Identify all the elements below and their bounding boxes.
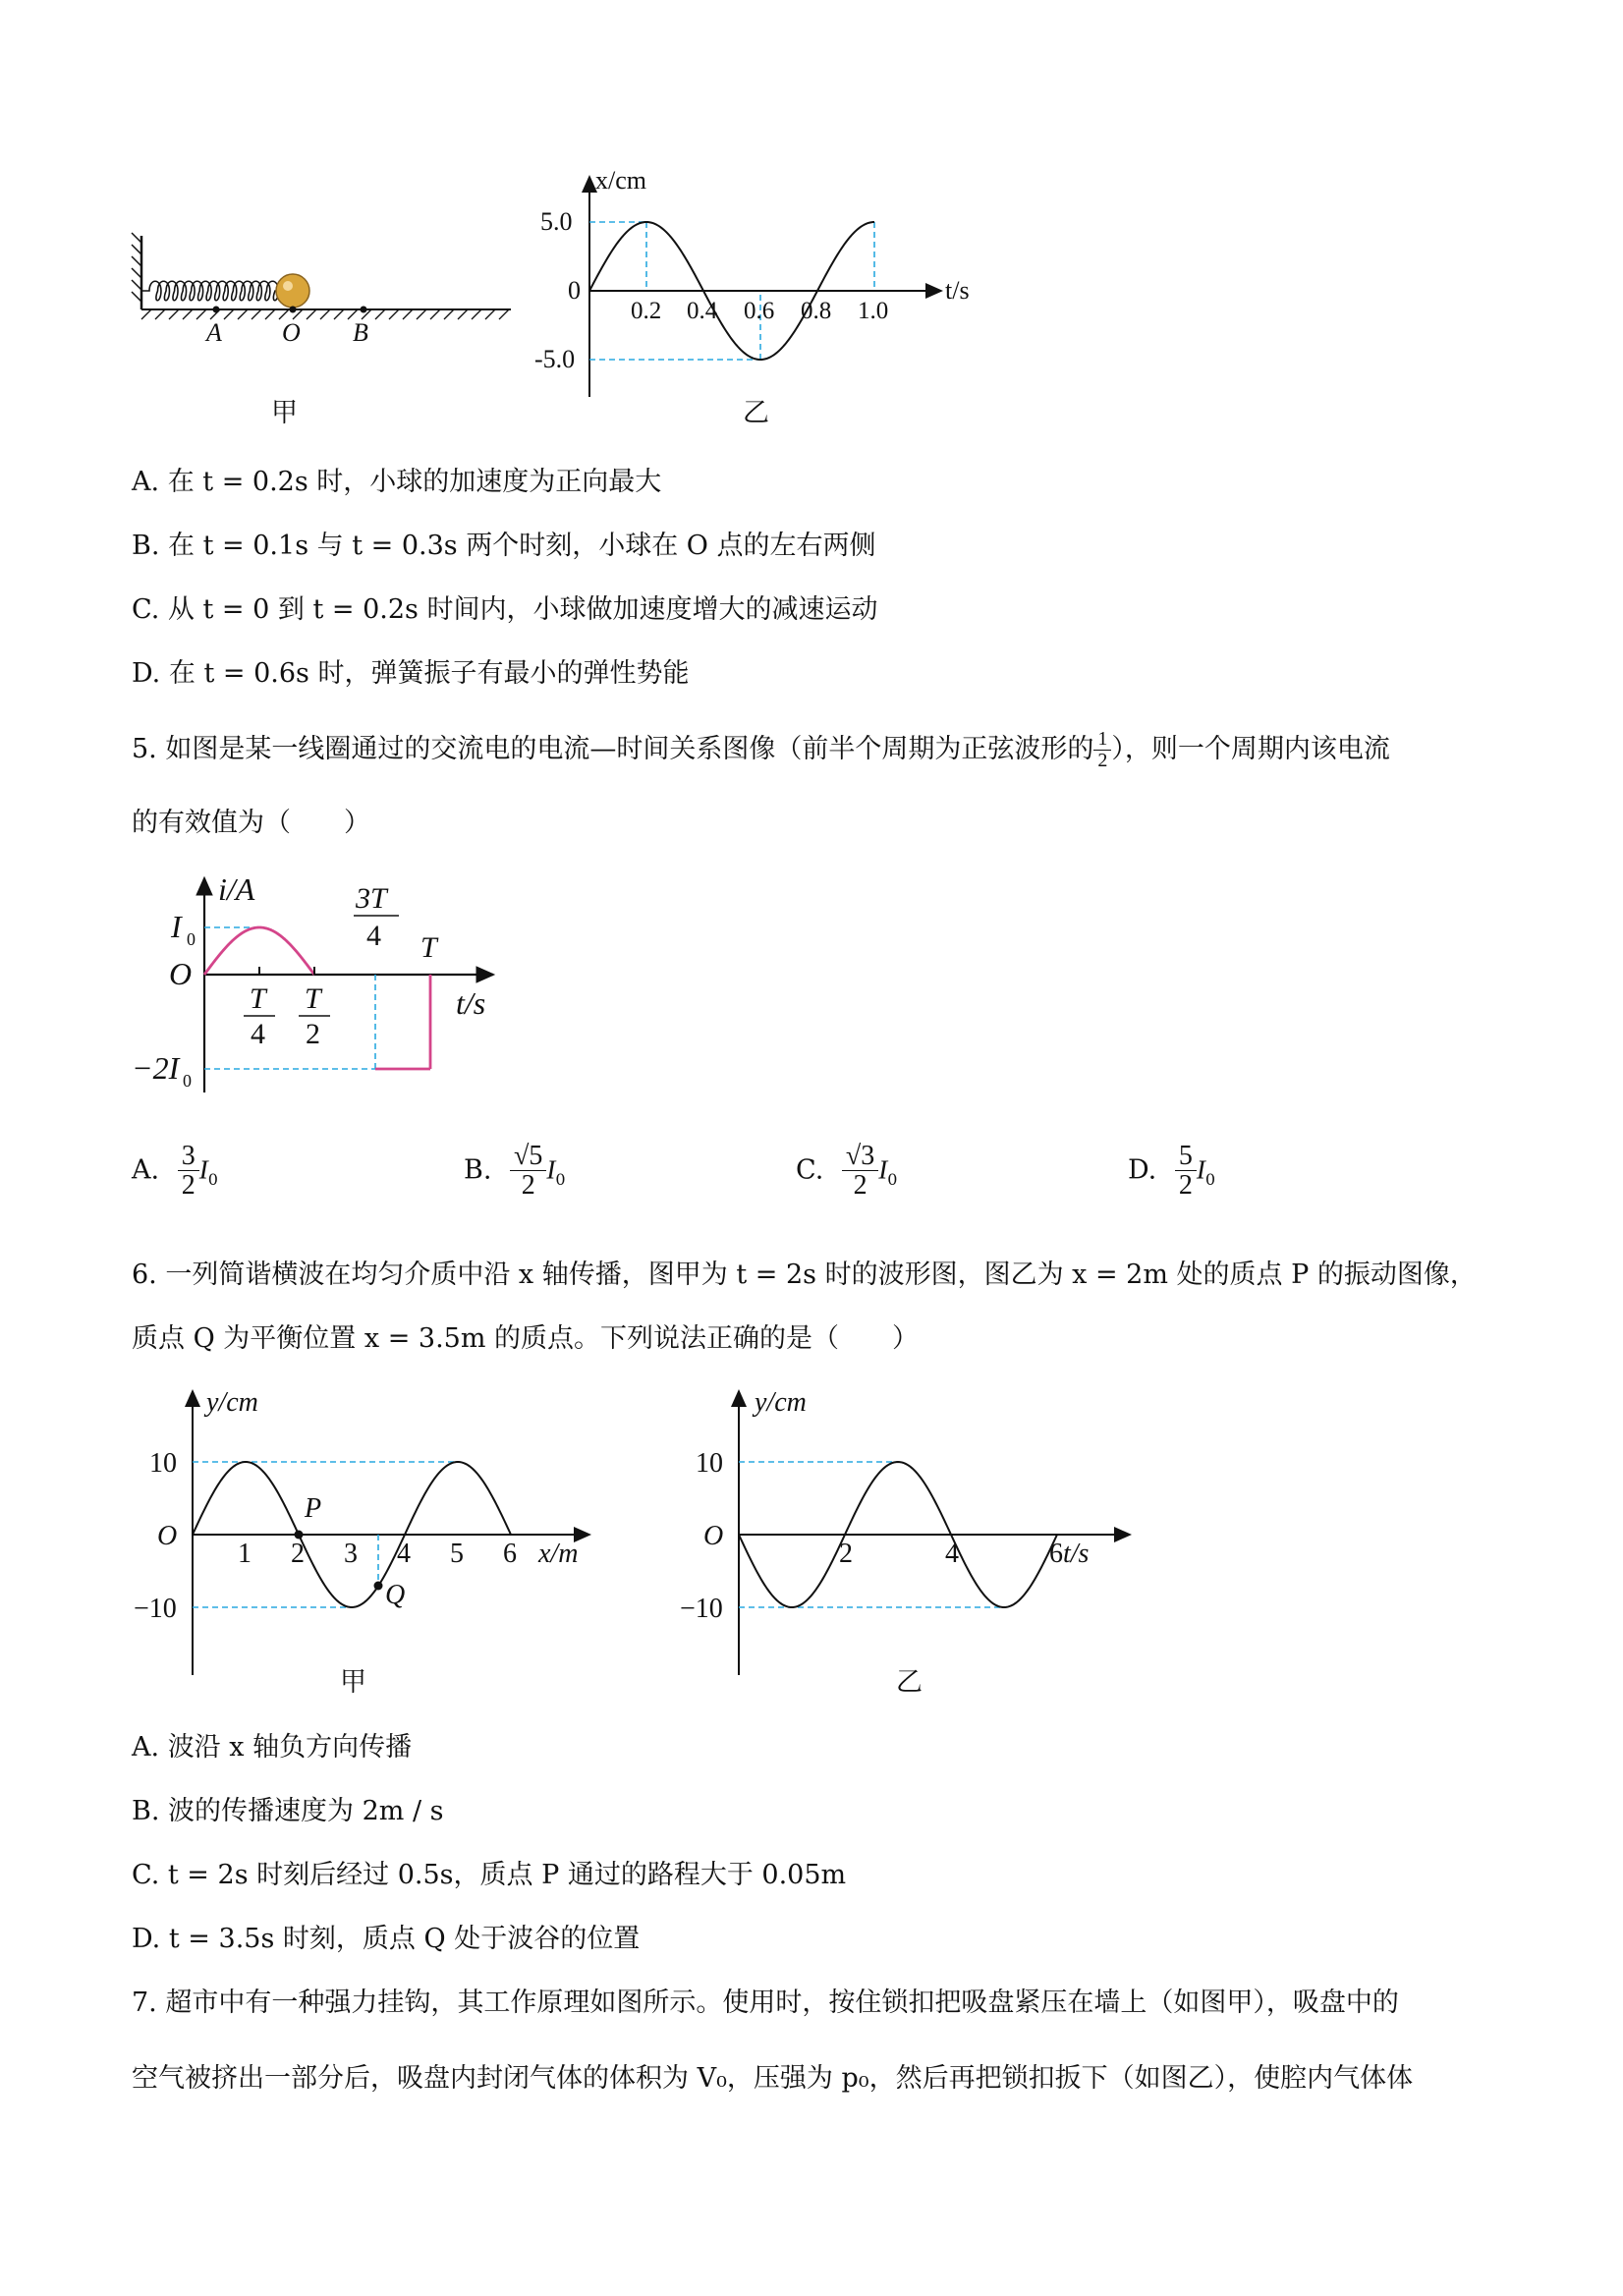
origin-label: O: [169, 956, 193, 991]
current-time-graph: [128, 865, 540, 1100]
jia-y-tick-neg10: −10: [134, 1594, 177, 1624]
point-a-label: A: [206, 318, 222, 347]
jia-origin: O: [157, 1521, 178, 1551]
jia-y-tick-10: 10: [149, 1448, 177, 1479]
yi-x-tick-6: 6: [1049, 1539, 1063, 1569]
x-tick-0.4: 0.4: [687, 298, 718, 324]
q5-option-b[interactable]: B. $\frac{√5}{2}$ $I_0$: [464, 1141, 566, 1202]
t-axis-label: t/s: [456, 985, 486, 1021]
y-tick-neg5: -5.0: [534, 345, 576, 373]
yi-y-tick-neg10: −10: [680, 1594, 723, 1624]
point-q-label: Q: [385, 1580, 406, 1610]
q5-stem-line2: 的有效值为（ ）: [132, 808, 370, 838]
yi-y-tick-10: 10: [696, 1448, 723, 1479]
q6-option-a[interactable]: A. 波沿 x 轴负方向传播: [132, 1732, 413, 1763]
x-tick-1.0: 1.0: [858, 298, 889, 324]
tick-t-quarter-den: 4: [251, 1018, 265, 1050]
q4-option-a[interactable]: A. 在 t = 0.2s 时，小球的加速度为正向最大: [132, 467, 662, 497]
x-tick-0.6: 0.6: [744, 298, 775, 324]
x-axis-label: t/s: [945, 276, 970, 305]
q4-option-c[interactable]: C. 从 t = 0 到 t = 0.2s 时间内，小球做加速度增大的减速运动: [132, 594, 878, 625]
tick-t-half-num: T: [305, 982, 321, 1015]
y-axis-label: x/cm: [595, 167, 646, 195]
jia-x-tick-1: 1: [238, 1539, 252, 1569]
yi-x-tick-2: 2: [839, 1539, 853, 1569]
y-tick-0: 0: [568, 276, 581, 305]
jia-x-tick-6: 6: [503, 1539, 517, 1569]
caption-jia-q6: 甲: [340, 1667, 366, 1698]
q7-stem-line2: 空气被挤出一部分后，吸盘内封闭气体的体积为 V₀，压强为 p₀，然后再把锁扣扳下（如图乙），使腔内气体体: [132, 2063, 1414, 2094]
neg-2i0-label: −2I: [132, 1050, 180, 1086]
point-p-label: P: [305, 1493, 322, 1524]
tick-3t-quarter-den: 4: [366, 920, 381, 952]
q6-option-d[interactable]: D. t = 3.5s 时刻，质点 Q 处于波谷的位置: [132, 1924, 641, 1954]
x-tick-0.8: 0.8: [801, 298, 832, 324]
q4-option-b[interactable]: B. 在 t = 0.1s 与 t = 0.3s 两个时刻，小球在 O 点的左右两侧: [132, 531, 876, 561]
x-tick-0.2: 0.2: [631, 298, 662, 324]
displacement-time-graph: [531, 167, 1002, 422]
point-b-label: B: [353, 318, 368, 347]
q4-option-d[interactable]: D. 在 t = 0.6s 时，弹簧振子有最小的弹性势能: [132, 658, 690, 689]
tick-3t-quarter-num: 3T: [356, 882, 387, 915]
vibration-graph-yi: [678, 1375, 1149, 1690]
svg-text:0: 0: [187, 929, 196, 949]
q6-option-c[interactable]: C. t = 2s 时刻后经过 0.5s，质点 P 通过的路程大于 0.05m: [132, 1860, 847, 1890]
i-axis-label: i/A: [218, 871, 255, 907]
yi-origin: O: [703, 1521, 724, 1551]
wave-graph-jia: [128, 1375, 619, 1690]
tick-t-quarter-num: T: [250, 982, 266, 1015]
yi-y-label: y/cm: [755, 1387, 807, 1418]
yi-x-tick-4: 4: [945, 1539, 959, 1569]
tick-t-half-den: 2: [306, 1018, 320, 1050]
caption-jia-q4: 甲: [271, 398, 298, 428]
q6-stem-line1: 6. 一列简谐横波在均匀介质中沿 x 轴传播，图甲为 t = 2s 时的波形图，图乙为 x = 2m 处的质点 P 的振动图像，: [132, 1260, 1477, 1290]
svg-text:0: 0: [183, 1071, 192, 1091]
caption-yi-q6: 乙: [896, 1667, 923, 1698]
jia-x-label: x/m: [538, 1539, 579, 1569]
q7-stem-line1: 7. 超市中有一种强力挂钩，其工作原理如图所示。使用时，按住锁扣把吸盘紧压在墙上（如图甲），吸盘中的: [132, 1988, 1399, 2018]
jia-x-tick-2: 2: [291, 1539, 305, 1569]
q6-option-b[interactable]: B. 波的传播速度为 2m / s: [132, 1796, 444, 1826]
jia-x-tick-3: 3: [344, 1539, 358, 1569]
ball: [276, 274, 309, 308]
caption-yi-q4: 乙: [743, 398, 769, 428]
spring-oscillator-figure: [128, 221, 521, 437]
q5-option-c[interactable]: C. $\frac{√3}{2}$ $I_0$: [796, 1141, 898, 1202]
jia-x-tick-4: 4: [397, 1539, 411, 1569]
q5-stem-line1: 5. 如图是某一线圈通过的交流电的电流—时间关系图像（前半个周期为正弦波形的 $\frac{1}{2}$ ），则一个周期内该电流: [132, 728, 1390, 771]
y-tick-5: 5.0: [540, 207, 573, 236]
i0-label: I: [171, 909, 182, 944]
yi-x-label: t/s: [1063, 1539, 1090, 1569]
jia-y-label: y/cm: [206, 1387, 258, 1418]
q6-stem-line2: 质点 Q 为平衡位置 x = 3.5m 的质点。下列说法正确的是（ ）: [132, 1323, 920, 1354]
point-o-label: O: [282, 318, 301, 347]
jia-x-tick-5: 5: [450, 1539, 464, 1569]
q5-option-a[interactable]: A. $\frac{3}{2}$ $I_0$: [132, 1141, 218, 1202]
tick-t-full: T: [420, 931, 437, 964]
q5-option-d[interactable]: D. $\frac{5}{2}$ $I_0$: [1128, 1141, 1216, 1202]
